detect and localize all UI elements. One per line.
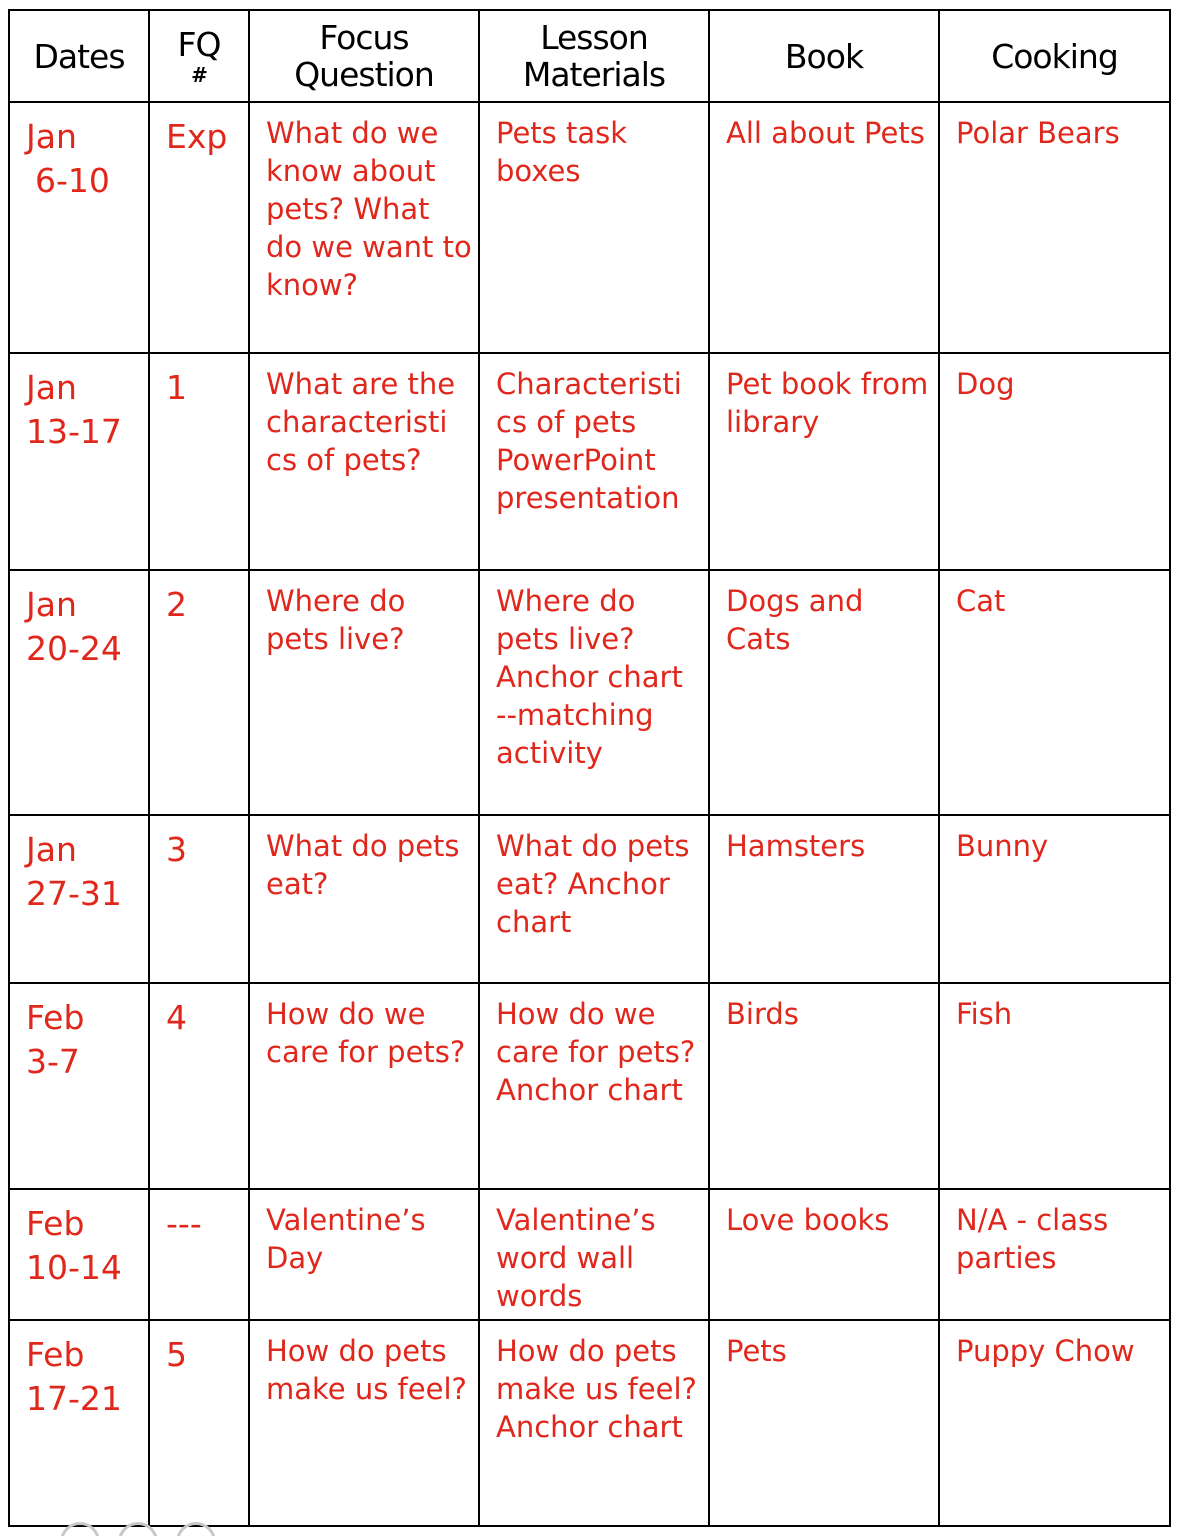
header-cooking: Cooking [939, 10, 1170, 102]
circle-icon [60, 1522, 100, 1536]
circle-icon [176, 1522, 216, 1536]
fq-cell: --- [149, 1189, 249, 1320]
lesson-materials-cell: What do pets eat? Anchor chart [479, 815, 709, 983]
table-row [9, 1189, 1170, 1320]
book-cell: Hamsters [709, 815, 939, 983]
cooking-cell: Cat [939, 570, 1170, 815]
lesson-materials-cell: Valentine’s word wall words [479, 1189, 709, 1320]
header-book: Book [709, 10, 939, 102]
date-cell: Jan 13-17 [9, 353, 149, 570]
circle-icon [118, 1522, 158, 1536]
focus-question-cell: What are the characteristi cs of pets? [249, 353, 479, 570]
focus-question-cell: How do we care for pets? [249, 983, 479, 1189]
cooking-cell: Bunny [939, 815, 1170, 983]
date-cell: Jan 20-24 [9, 570, 149, 815]
cooking-cell: N/A - class parties [939, 1189, 1170, 1320]
table-row [9, 983, 1170, 1189]
table-row [9, 102, 1170, 353]
fq-cell: 2 [149, 570, 249, 815]
fq-cell: 3 [149, 815, 249, 983]
book-cell: Dogs and Cats [709, 570, 939, 815]
table-row [9, 1320, 1170, 1526]
date-cell: Feb 10-14 [9, 1189, 149, 1320]
fq-cell: Exp [149, 102, 249, 353]
header-row [9, 10, 1170, 102]
header-focus-question: Focus Question [249, 10, 479, 102]
table-row [9, 353, 1170, 570]
lesson-materials-cell: How do we care for pets? Anchor chart [479, 983, 709, 1189]
cooking-cell: Polar Bears [939, 102, 1170, 353]
date-cell: Feb 3-7 [9, 983, 149, 1189]
header-dates: Dates [9, 10, 149, 102]
header-fq: FQ # [149, 10, 249, 102]
focus-question-cell: Where do pets live? [249, 570, 479, 815]
lesson-materials-cell: Characteristi cs of pets PowerPoint presentation [479, 353, 709, 570]
book-cell: All about Pets [709, 102, 939, 353]
book-cell: Love books [709, 1189, 939, 1320]
focus-question-cell: What do pets eat? [249, 815, 479, 983]
date-cell: Jan 6-10 [9, 102, 149, 353]
book-cell: Birds [709, 983, 939, 1189]
focus-question-cell: How do pets make us feel? [249, 1320, 479, 1526]
cooking-cell: Puppy Chow [939, 1320, 1170, 1526]
cooking-cell: Fish [939, 983, 1170, 1189]
focus-question-cell: Valentine’s Day [249, 1189, 479, 1320]
cooking-cell: Dog [939, 353, 1170, 570]
table-row [9, 815, 1170, 983]
fq-cell: 5 [149, 1320, 249, 1526]
date-cell: Jan 27-31 [9, 815, 149, 983]
header-lesson-materials: Lesson Materials [479, 10, 709, 102]
footer-decoration [60, 1522, 260, 1536]
focus-question-cell: What do we know about pets? What do we want to know? [249, 102, 479, 353]
table-row [9, 570, 1170, 815]
fq-cell: 1 [149, 353, 249, 570]
lesson-materials-cell: How do pets make us feel? Anchor chart [479, 1320, 709, 1526]
fq-cell: 4 [149, 983, 249, 1189]
lesson-plan-table [8, 9, 1171, 1527]
lesson-materials-cell: Pets task boxes [479, 102, 709, 353]
book-cell: Pet book from library [709, 353, 939, 570]
lesson-materials-cell: Where do pets live? Anchor chart --matching activity [479, 570, 709, 815]
book-cell: Pets [709, 1320, 939, 1526]
date-cell: Feb 17-21 [9, 1320, 149, 1526]
